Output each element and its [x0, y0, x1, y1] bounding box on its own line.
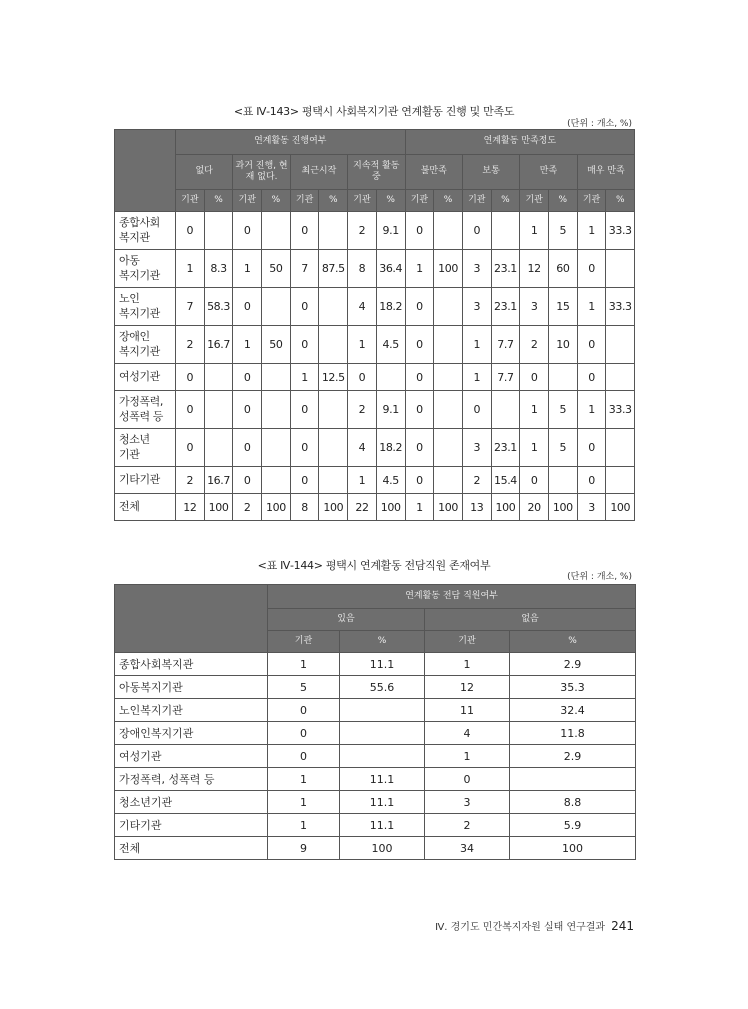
table-cell: 1 — [577, 288, 606, 326]
table2-corner — [115, 585, 268, 653]
table-cell: 1 — [405, 494, 434, 521]
row-label: 장애인 복지기관 — [115, 326, 176, 364]
table-cell: 1 — [577, 391, 606, 429]
table-cell: 2.9 — [510, 745, 636, 768]
table-cell: 11.8 — [510, 722, 636, 745]
table-cell: 11 — [425, 699, 510, 722]
table-cell: 9.1 — [376, 391, 405, 429]
table-cell — [262, 429, 291, 467]
table-cell — [434, 212, 463, 250]
table1-col-header: % — [434, 190, 463, 212]
table-cell: 0 — [290, 288, 319, 326]
table-cell: 5 — [268, 676, 340, 699]
table-cell: 2 — [348, 391, 377, 429]
row-label: 종합사회 복지관 — [115, 212, 176, 250]
table1-col-header: 기관 — [348, 190, 377, 212]
table-cell — [319, 467, 348, 494]
table2-col-header: 기관 — [268, 631, 340, 653]
table-cell: 33.3 — [606, 288, 635, 326]
row-label: 전체 — [115, 494, 176, 521]
table-cell: 5.9 — [510, 814, 636, 837]
table-cell: 35.3 — [510, 676, 636, 699]
table-cell: 18.2 — [376, 429, 405, 467]
table2-sub-header: 없음 — [425, 609, 636, 631]
table-cell: 0 — [176, 391, 205, 429]
table-cell: 16.7 — [204, 326, 233, 364]
table-row — [115, 722, 636, 745]
table-cell — [262, 212, 291, 250]
table-cell: 0 — [290, 326, 319, 364]
table-cell: 2.9 — [510, 653, 636, 676]
table-row — [115, 391, 635, 429]
table-cell: 0 — [233, 391, 262, 429]
table-row — [115, 250, 635, 288]
table-cell — [606, 467, 635, 494]
table1-col-header: 기관 — [176, 190, 205, 212]
table-cell: 1 — [290, 364, 319, 391]
table-cell: 2 — [425, 814, 510, 837]
table-cell: 0 — [176, 212, 205, 250]
table1-sub-header: 불만족 — [405, 155, 462, 190]
table-cell: 0 — [176, 364, 205, 391]
table-cell: 1 — [176, 250, 205, 288]
table-cell: 4.5 — [376, 467, 405, 494]
table-cell: 3 — [462, 250, 491, 288]
table-cell: 100 — [262, 494, 291, 521]
table-cell: 2 — [176, 467, 205, 494]
table-cell: 5 — [548, 391, 577, 429]
row-label: 아동 복지기관 — [115, 250, 176, 288]
table-cell: 0 — [577, 364, 606, 391]
table-cell — [434, 429, 463, 467]
table-cell: 3 — [462, 288, 491, 326]
table-cell: 100 — [376, 494, 405, 521]
table-cell — [434, 391, 463, 429]
table-cell: 2 — [462, 467, 491, 494]
table-cell: 0 — [233, 467, 262, 494]
table-cell: 36.4 — [376, 250, 405, 288]
table-cell: 1 — [233, 250, 262, 288]
table-row — [115, 429, 635, 467]
table-cell: 0 — [577, 467, 606, 494]
table-cell — [340, 699, 425, 722]
table-cell: 8 — [348, 250, 377, 288]
table-cell: 0 — [520, 467, 549, 494]
table-cell: 2 — [348, 212, 377, 250]
table-cell: 4 — [348, 429, 377, 467]
table-cell: 0 — [233, 364, 262, 391]
table-cell — [262, 364, 291, 391]
table-cell: 50 — [262, 326, 291, 364]
table-cell — [606, 326, 635, 364]
table-cell: 0 — [462, 391, 491, 429]
table-cell: 1 — [520, 391, 549, 429]
table1-col-header: 기관 — [520, 190, 549, 212]
table1-sub-header: 만족 — [520, 155, 577, 190]
table-cell: 0 — [405, 288, 434, 326]
table-row — [115, 768, 636, 791]
table-cell: 1 — [425, 653, 510, 676]
table-cell: 33.3 — [606, 391, 635, 429]
table-cell: 11.1 — [340, 768, 425, 791]
table-cell: 100 — [491, 494, 520, 521]
table-cell: 100 — [548, 494, 577, 521]
table-cell — [319, 288, 348, 326]
table-cell: 58.3 — [204, 288, 233, 326]
table-cell: 0 — [176, 429, 205, 467]
table-cell — [262, 288, 291, 326]
table-cell: 0 — [233, 429, 262, 467]
table1-corner — [115, 130, 176, 212]
table-cell: 0 — [405, 391, 434, 429]
table-cell: 23.1 — [491, 250, 520, 288]
table-row — [115, 494, 635, 521]
table-row — [115, 837, 636, 860]
table-row — [115, 364, 635, 391]
table1-col-header: % — [491, 190, 520, 212]
table-cell — [434, 467, 463, 494]
table-cell: 0 — [405, 364, 434, 391]
table-cell: 7.7 — [491, 364, 520, 391]
table-cell: 11.1 — [340, 653, 425, 676]
table-cell: 3 — [425, 791, 510, 814]
table-cell — [319, 326, 348, 364]
row-label: 여성기관 — [115, 745, 268, 768]
table-cell: 1 — [462, 326, 491, 364]
table-cell: 15.4 — [491, 467, 520, 494]
table-row — [115, 653, 636, 676]
table-cell: 0 — [233, 212, 262, 250]
table2-unit: (단위 : 개소, %) — [567, 572, 632, 582]
table-cell: 12.5 — [319, 364, 348, 391]
table1-col-header: % — [319, 190, 348, 212]
table-cell: 20 — [520, 494, 549, 521]
row-label: 노인복지기관 — [115, 699, 268, 722]
table-row — [115, 326, 635, 364]
table2-col-header: % — [510, 631, 636, 653]
table-row — [115, 699, 636, 722]
table-cell: 2 — [233, 494, 262, 521]
table-cell — [606, 429, 635, 467]
table-cell: 0 — [405, 467, 434, 494]
table-cell: 7 — [290, 250, 319, 288]
table-cell: 100 — [340, 837, 425, 860]
table-cell: 0 — [577, 429, 606, 467]
table-cell — [319, 429, 348, 467]
table1 — [114, 129, 635, 521]
table-cell: 1 — [425, 745, 510, 768]
table-cell: 7 — [176, 288, 205, 326]
table-cell: 12 — [425, 676, 510, 699]
table-cell: 100 — [434, 250, 463, 288]
table-cell — [340, 745, 425, 768]
table-cell: 100 — [434, 494, 463, 521]
table-cell: 11.1 — [340, 814, 425, 837]
table-cell: 4 — [425, 722, 510, 745]
table-cell — [204, 212, 233, 250]
table-cell: 0 — [577, 326, 606, 364]
row-label: 장애인복지기관 — [115, 722, 268, 745]
table-cell: 12 — [520, 250, 549, 288]
table-cell: 12 — [176, 494, 205, 521]
table-cell: 1 — [577, 212, 606, 250]
table-row — [115, 676, 636, 699]
table-cell: 3 — [462, 429, 491, 467]
table1-col-header: 기관 — [577, 190, 606, 212]
table-cell: 7.7 — [491, 326, 520, 364]
table-cell: 9.1 — [376, 212, 405, 250]
table-cell — [340, 722, 425, 745]
table-cell: 1 — [268, 814, 340, 837]
table-cell: 23.1 — [491, 288, 520, 326]
table-cell — [262, 467, 291, 494]
table-cell: 15 — [548, 288, 577, 326]
table1-col-header: % — [376, 190, 405, 212]
table1-col-header: 기관 — [462, 190, 491, 212]
table-cell: 4 — [348, 288, 377, 326]
table-cell: 0 — [520, 364, 549, 391]
table-cell: 60 — [548, 250, 577, 288]
table-cell: 100 — [204, 494, 233, 521]
table-cell: 10 — [548, 326, 577, 364]
table-cell — [510, 768, 636, 791]
table-row — [115, 791, 636, 814]
table-cell — [491, 391, 520, 429]
table1-group-header: 연계활동 진행여부 — [176, 130, 406, 155]
table2-sub-header: 있음 — [268, 609, 425, 631]
table1-sub-header: 지속적 활동 중 — [348, 155, 405, 190]
table-cell: 13 — [462, 494, 491, 521]
table-cell: 8 — [290, 494, 319, 521]
table-cell — [204, 429, 233, 467]
row-label: 여성기관 — [115, 364, 176, 391]
table2-col-header: 기관 — [425, 631, 510, 653]
table-cell: 34 — [425, 837, 510, 860]
table-cell: 0 — [290, 429, 319, 467]
table1-group-header: 연계활동 만족정도 — [405, 130, 635, 155]
table-cell: 100 — [510, 837, 636, 860]
table-cell: 1 — [405, 250, 434, 288]
table-cell: 0 — [425, 768, 510, 791]
table-cell: 0 — [577, 250, 606, 288]
table-cell — [434, 288, 463, 326]
row-label: 전체 — [115, 837, 268, 860]
table-cell — [491, 212, 520, 250]
table-cell: 8.3 — [204, 250, 233, 288]
table1-col-header: % — [204, 190, 233, 212]
table-cell — [434, 364, 463, 391]
table-cell: 1 — [520, 429, 549, 467]
table-cell: 0 — [290, 467, 319, 494]
table-row — [115, 467, 635, 494]
table-cell — [204, 364, 233, 391]
page-footer — [435, 918, 634, 933]
table1-sub-header: 과거 진행, 현재 없다. — [233, 155, 290, 190]
table-cell — [434, 326, 463, 364]
table-cell: 55.6 — [340, 676, 425, 699]
table-cell: 16.7 — [204, 467, 233, 494]
table-cell: 0 — [290, 212, 319, 250]
table-cell: 1 — [268, 768, 340, 791]
table1-col-header: 기관 — [405, 190, 434, 212]
table1-unit: (단위 : 개소, %) — [567, 119, 632, 129]
table-cell: 100 — [319, 494, 348, 521]
table-cell: 1 — [348, 326, 377, 364]
table-cell — [262, 391, 291, 429]
table-row — [115, 745, 636, 768]
table-row — [115, 212, 635, 250]
table-cell — [548, 467, 577, 494]
table-cell: 0 — [405, 212, 434, 250]
row-label: 청소년기관 — [115, 791, 268, 814]
table-cell: 9 — [268, 837, 340, 860]
table-cell — [319, 212, 348, 250]
table-cell: 2 — [520, 326, 549, 364]
footer-chapter: Ⅳ. 경기도 민간복지자원 실태 연구결과 — [435, 922, 606, 933]
table-cell: 33.3 — [606, 212, 635, 250]
table-cell: 0 — [348, 364, 377, 391]
table-cell: 50 — [262, 250, 291, 288]
table-cell: 1 — [520, 212, 549, 250]
table-cell: 5 — [548, 212, 577, 250]
row-label: 기타기관 — [115, 467, 176, 494]
table1-col-header: 기관 — [290, 190, 319, 212]
table1-col-header: % — [262, 190, 291, 212]
table1-caption: <표 Ⅳ-143> 평택시 사회복지기관 연계활동 진행 및 만족도 — [233, 105, 515, 118]
table2-col-header: % — [340, 631, 425, 653]
table-row — [115, 814, 636, 837]
table-cell — [319, 391, 348, 429]
table-cell: 1 — [233, 326, 262, 364]
row-label: 가정폭력, 성폭력 등 — [115, 391, 176, 429]
table-cell: 1 — [348, 467, 377, 494]
table-cell: 23.1 — [491, 429, 520, 467]
table1-sub-header: 없다 — [176, 155, 233, 190]
page-number: 241 — [611, 919, 634, 933]
table-cell: 87.5 — [319, 250, 348, 288]
table-cell — [606, 364, 635, 391]
table-cell: 0 — [268, 699, 340, 722]
table-cell: 1 — [268, 653, 340, 676]
table-cell: 0 — [268, 722, 340, 745]
row-label: 기타기관 — [115, 814, 268, 837]
table-cell: 11.1 — [340, 791, 425, 814]
table1-col-header: 기관 — [233, 190, 262, 212]
table-cell — [548, 364, 577, 391]
table-cell: 0 — [405, 429, 434, 467]
table-cell: 22 — [348, 494, 377, 521]
row-label: 노인 복지기관 — [115, 288, 176, 326]
table-cell: 1 — [462, 364, 491, 391]
table2-caption: <표 Ⅳ-144> 평택시 연계활동 전담직원 존재여부 — [257, 559, 491, 572]
row-label: 아동복지기관 — [115, 676, 268, 699]
row-label: 가정폭력, 성폭력 등 — [115, 768, 268, 791]
table-cell: 18.2 — [376, 288, 405, 326]
table1-col-header: % — [548, 190, 577, 212]
table2 — [114, 584, 636, 860]
table-cell: 100 — [606, 494, 635, 521]
table-cell: 2 — [176, 326, 205, 364]
table-cell — [204, 391, 233, 429]
table1-col-header: % — [606, 190, 635, 212]
table-cell: 0 — [268, 745, 340, 768]
table2-group-header: 연계활동 전담 직원여부 — [268, 585, 636, 609]
table1-sub-header: 보통 — [462, 155, 519, 190]
row-label: 청소년 기관 — [115, 429, 176, 467]
table-cell: 4.5 — [376, 326, 405, 364]
table-cell: 3 — [520, 288, 549, 326]
table-cell — [376, 364, 405, 391]
table-cell: 8.8 — [510, 791, 636, 814]
table-cell: 0 — [462, 212, 491, 250]
table1-sub-header: 매우 만족 — [577, 155, 634, 190]
table-cell — [606, 250, 635, 288]
table1-sub-header: 최근시작 — [290, 155, 347, 190]
table-cell: 3 — [577, 494, 606, 521]
row-label: 종합사회복지관 — [115, 653, 268, 676]
table-cell: 0 — [233, 288, 262, 326]
table-cell: 0 — [290, 391, 319, 429]
table-cell: 5 — [548, 429, 577, 467]
table-cell: 32.4 — [510, 699, 636, 722]
table-cell: 1 — [268, 791, 340, 814]
table-cell: 0 — [405, 326, 434, 364]
table-row — [115, 288, 635, 326]
